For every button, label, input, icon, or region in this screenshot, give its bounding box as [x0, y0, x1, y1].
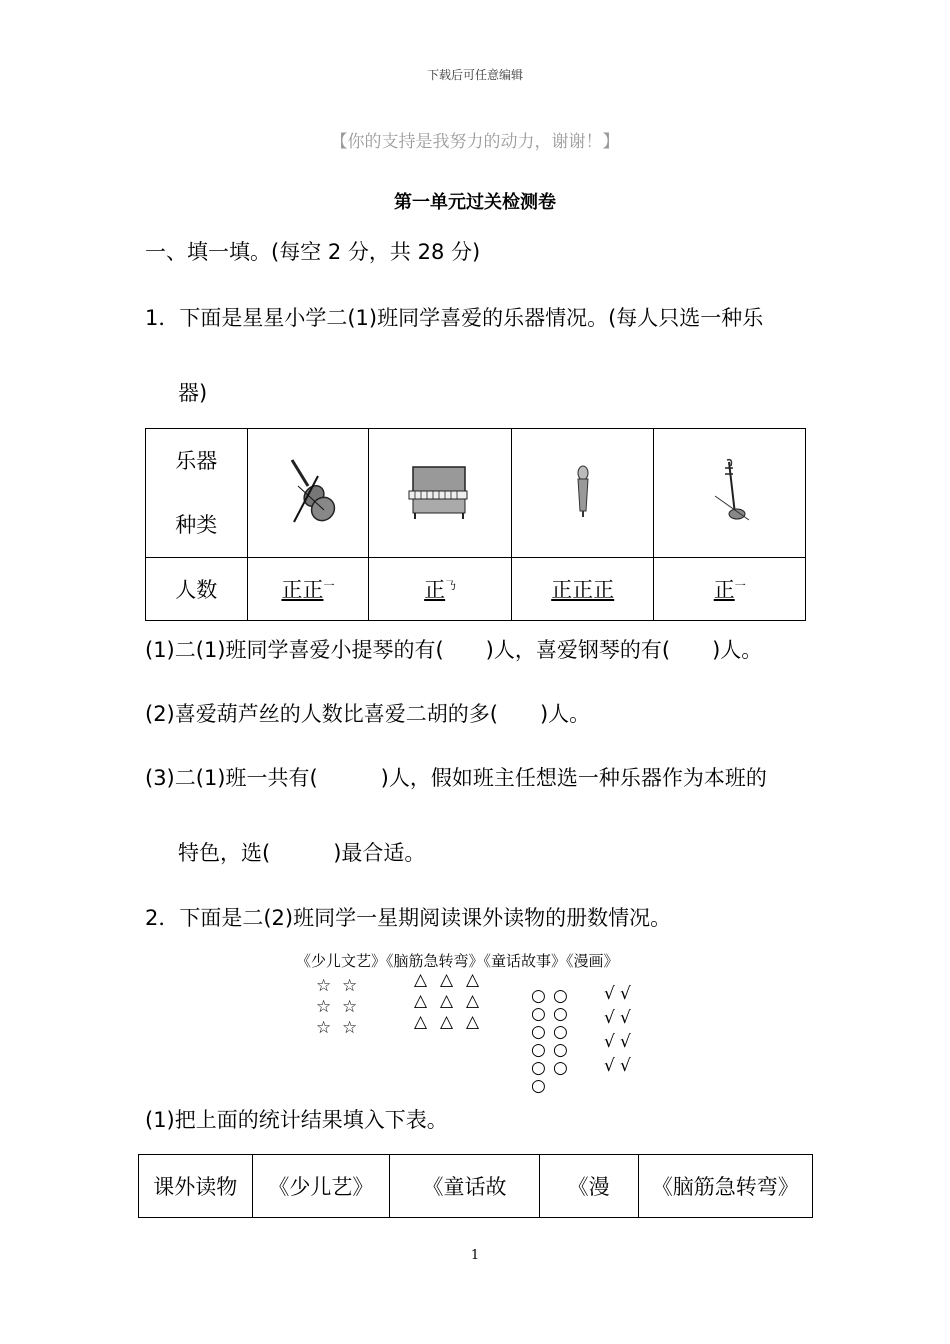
check-icon: √	[604, 984, 615, 1004]
tally-violin	[247, 558, 369, 621]
question-1-sub1: (1)二(1)班同学喜爱小提琴的有( )人，喜爱钢琴的有( )人。	[145, 638, 763, 662]
circle-icon: ○	[531, 986, 546, 1006]
page-title: 第一单元过关检测卷	[394, 192, 556, 213]
circle-icon: ○	[531, 1004, 546, 1024]
hulusi-cell	[511, 429, 653, 558]
triangle-icon: △	[440, 1012, 454, 1032]
tally-erhu	[654, 558, 806, 621]
star-icon: ☆	[316, 1018, 332, 1038]
tally-hulusi	[511, 558, 653, 621]
reading-symbol-chart	[296, 950, 676, 1096]
circle-icon: ○	[531, 1058, 546, 1078]
star-icon: ☆	[342, 997, 358, 1017]
star-icon: ☆	[342, 1018, 358, 1038]
check-icon: √	[604, 1056, 615, 1076]
check-icon: √	[604, 1008, 615, 1028]
reading-header-cell: 《少儿艺》	[252, 1155, 390, 1218]
tally-main: 正	[713, 578, 735, 602]
violin-icon	[278, 456, 338, 526]
page-number: 1	[470, 1248, 480, 1263]
check-icon: √	[620, 1056, 631, 1076]
question-1-sub3-line2: 特色，选( )最合适。	[178, 841, 426, 865]
tally-main: 正	[424, 578, 446, 602]
star-icon: ☆	[342, 976, 358, 996]
circle-icon: ○	[553, 986, 568, 1006]
check-icon: √	[620, 1008, 631, 1028]
check-icon: √	[620, 984, 631, 1004]
circle-icon: ○	[553, 1004, 568, 1024]
tally-main: 正正正	[551, 578, 615, 602]
reading-header-cell: 课外读物	[139, 1155, 253, 1218]
piano-icon	[405, 461, 475, 521]
question-2-line1: 2．下面是二(2)班同学一星期阅读课外读物的册数情况。	[145, 906, 672, 930]
circle-icon: ○	[531, 1076, 546, 1096]
check-icon: √	[620, 1032, 631, 1052]
check-icon: √	[604, 1032, 615, 1052]
tally-sup: 𠄎	[445, 579, 457, 592]
reading-table	[138, 1154, 813, 1218]
question-1-sub2: (2)喜爱葫芦丝的人数比喜爱二胡的多( )人。	[145, 702, 591, 726]
hulusi-icon	[568, 461, 598, 521]
circle-icon: ○	[553, 1040, 568, 1060]
circle-icon: ○	[553, 1058, 568, 1078]
star-icon: ☆	[316, 997, 332, 1017]
circle-icon: ○	[531, 1040, 546, 1060]
reading-header-cell: 《脑筋急转弯》	[638, 1155, 812, 1218]
triangle-icon: △	[414, 970, 428, 990]
row-label: 人数	[146, 558, 248, 621]
reading-header-cell: 《漫	[539, 1155, 638, 1218]
piano-cell	[369, 429, 512, 558]
triangle-icon: △	[466, 1012, 480, 1032]
question-1-line2: 器)	[178, 381, 208, 405]
reading-header-cell: 《童话故	[390, 1155, 540, 1218]
tally-piano	[369, 558, 512, 621]
triangle-icon: △	[440, 970, 454, 990]
triangle-icon: △	[440, 991, 454, 1011]
triangle-icon: △	[414, 1012, 428, 1032]
erhu-icon	[705, 456, 755, 526]
tally-sup: 一	[323, 579, 335, 592]
question-1-line1: 1．下面是星星小学二(1)班同学喜爱的乐器情况。(每人只选一种乐	[145, 306, 764, 330]
chart-header: 《少儿文艺》《脑筋急转弯》《童话故事》《漫画》	[296, 952, 619, 970]
instrument-table	[145, 428, 806, 621]
triangle-icon: △	[466, 991, 480, 1011]
question-2-sub1: (1)把上面的统计结果填入下表。	[145, 1108, 448, 1132]
header-line2: 种类	[175, 513, 218, 537]
question-1-sub3-line1: (3)二(1)班一共有( )人，假如班主任想选一种乐器作为本班的	[145, 766, 767, 790]
circle-icon: ○	[531, 1022, 546, 1042]
violin-cell	[247, 429, 369, 558]
circle-icon: ○	[553, 1022, 568, 1042]
erhu-cell	[654, 429, 806, 558]
section-heading: 一、填一填。(每空 2 分，共 28 分)	[145, 240, 481, 264]
slogan: 【你的支持是我努力的动力，谢谢！】	[330, 132, 620, 152]
tally-sup: 一	[734, 579, 746, 592]
triangle-icon: △	[466, 970, 480, 990]
header-line1: 乐器	[175, 449, 218, 473]
top-note: 下载后可任意编辑	[426, 68, 523, 82]
triangle-icon: △	[414, 991, 428, 1011]
star-icon: ☆	[316, 976, 332, 996]
tally-main: 正正	[281, 578, 324, 602]
header-cell	[146, 429, 248, 558]
